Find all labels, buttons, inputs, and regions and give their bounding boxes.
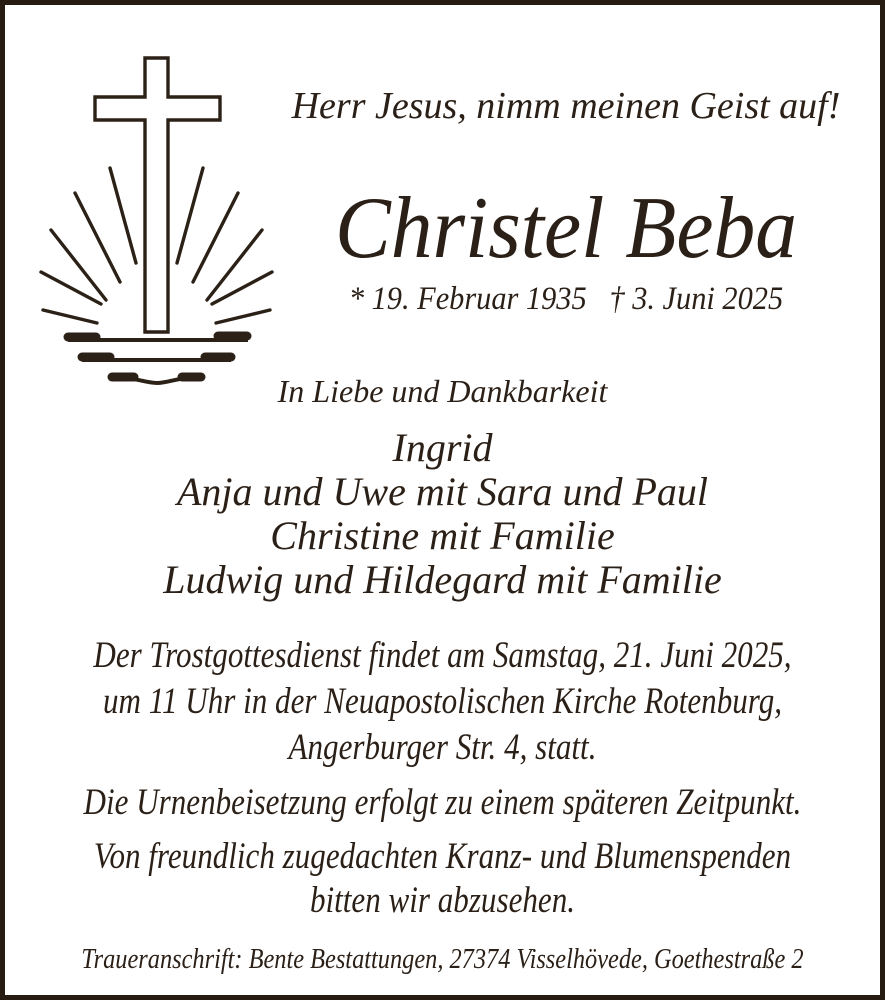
mourner-line: Christine mit Familie <box>270 513 615 558</box>
cross-icon <box>95 58 220 332</box>
flower-request-line: bitten wir abzusehen. <box>309 880 576 921</box>
tribute-intro: In Liebe und Dankbarkeit <box>277 373 608 409</box>
service-info <box>5 633 880 771</box>
opening-quote: Herr Jesus, nimm meinen Geist auf! <box>291 85 841 127</box>
burial-note: Die Urnenbeisetzung erfolgt zu einem späteren Zeitpunkt. <box>83 782 802 823</box>
mourner-line: Anja und Uwe mit Sara und Paul <box>176 469 709 514</box>
deceased-name: Christel Beba <box>334 180 798 277</box>
mourner-line: Ingrid <box>392 425 493 470</box>
service-info-line: Der Trostgottesdienst findet am Samstag, 21. Juni 2025, <box>93 635 792 676</box>
church-emblem <box>30 47 280 392</box>
flower-request-line: Von freundlich zugedachten Kranz- und Blumenspenden <box>93 836 792 877</box>
sun-rays-left <box>41 168 136 323</box>
flower-request <box>5 835 880 923</box>
service-info-line: Angerburger Str. 4, statt. <box>288 727 597 768</box>
cross-rays-water-icon <box>30 47 280 392</box>
service-info-line: um 11 Uhr in der Neuapostolischen Kirche Rotenburg, <box>102 681 783 722</box>
mourners-list <box>5 426 880 602</box>
sun-rays-right <box>177 168 272 323</box>
funeral-home-address: Traueranschrift: Bente Bestattungen, 27374 Visselhövede, Goethestraße 2 <box>81 944 804 975</box>
header-block <box>288 5 844 345</box>
funeral-home-address-block <box>5 944 880 976</box>
burial-note-block <box>5 781 880 824</box>
life-dates: * 19. Februar 1935 † 3. Juni 2025 <box>348 281 784 317</box>
mourner-line: Ludwig und Hildegard mit Familie <box>163 557 722 602</box>
